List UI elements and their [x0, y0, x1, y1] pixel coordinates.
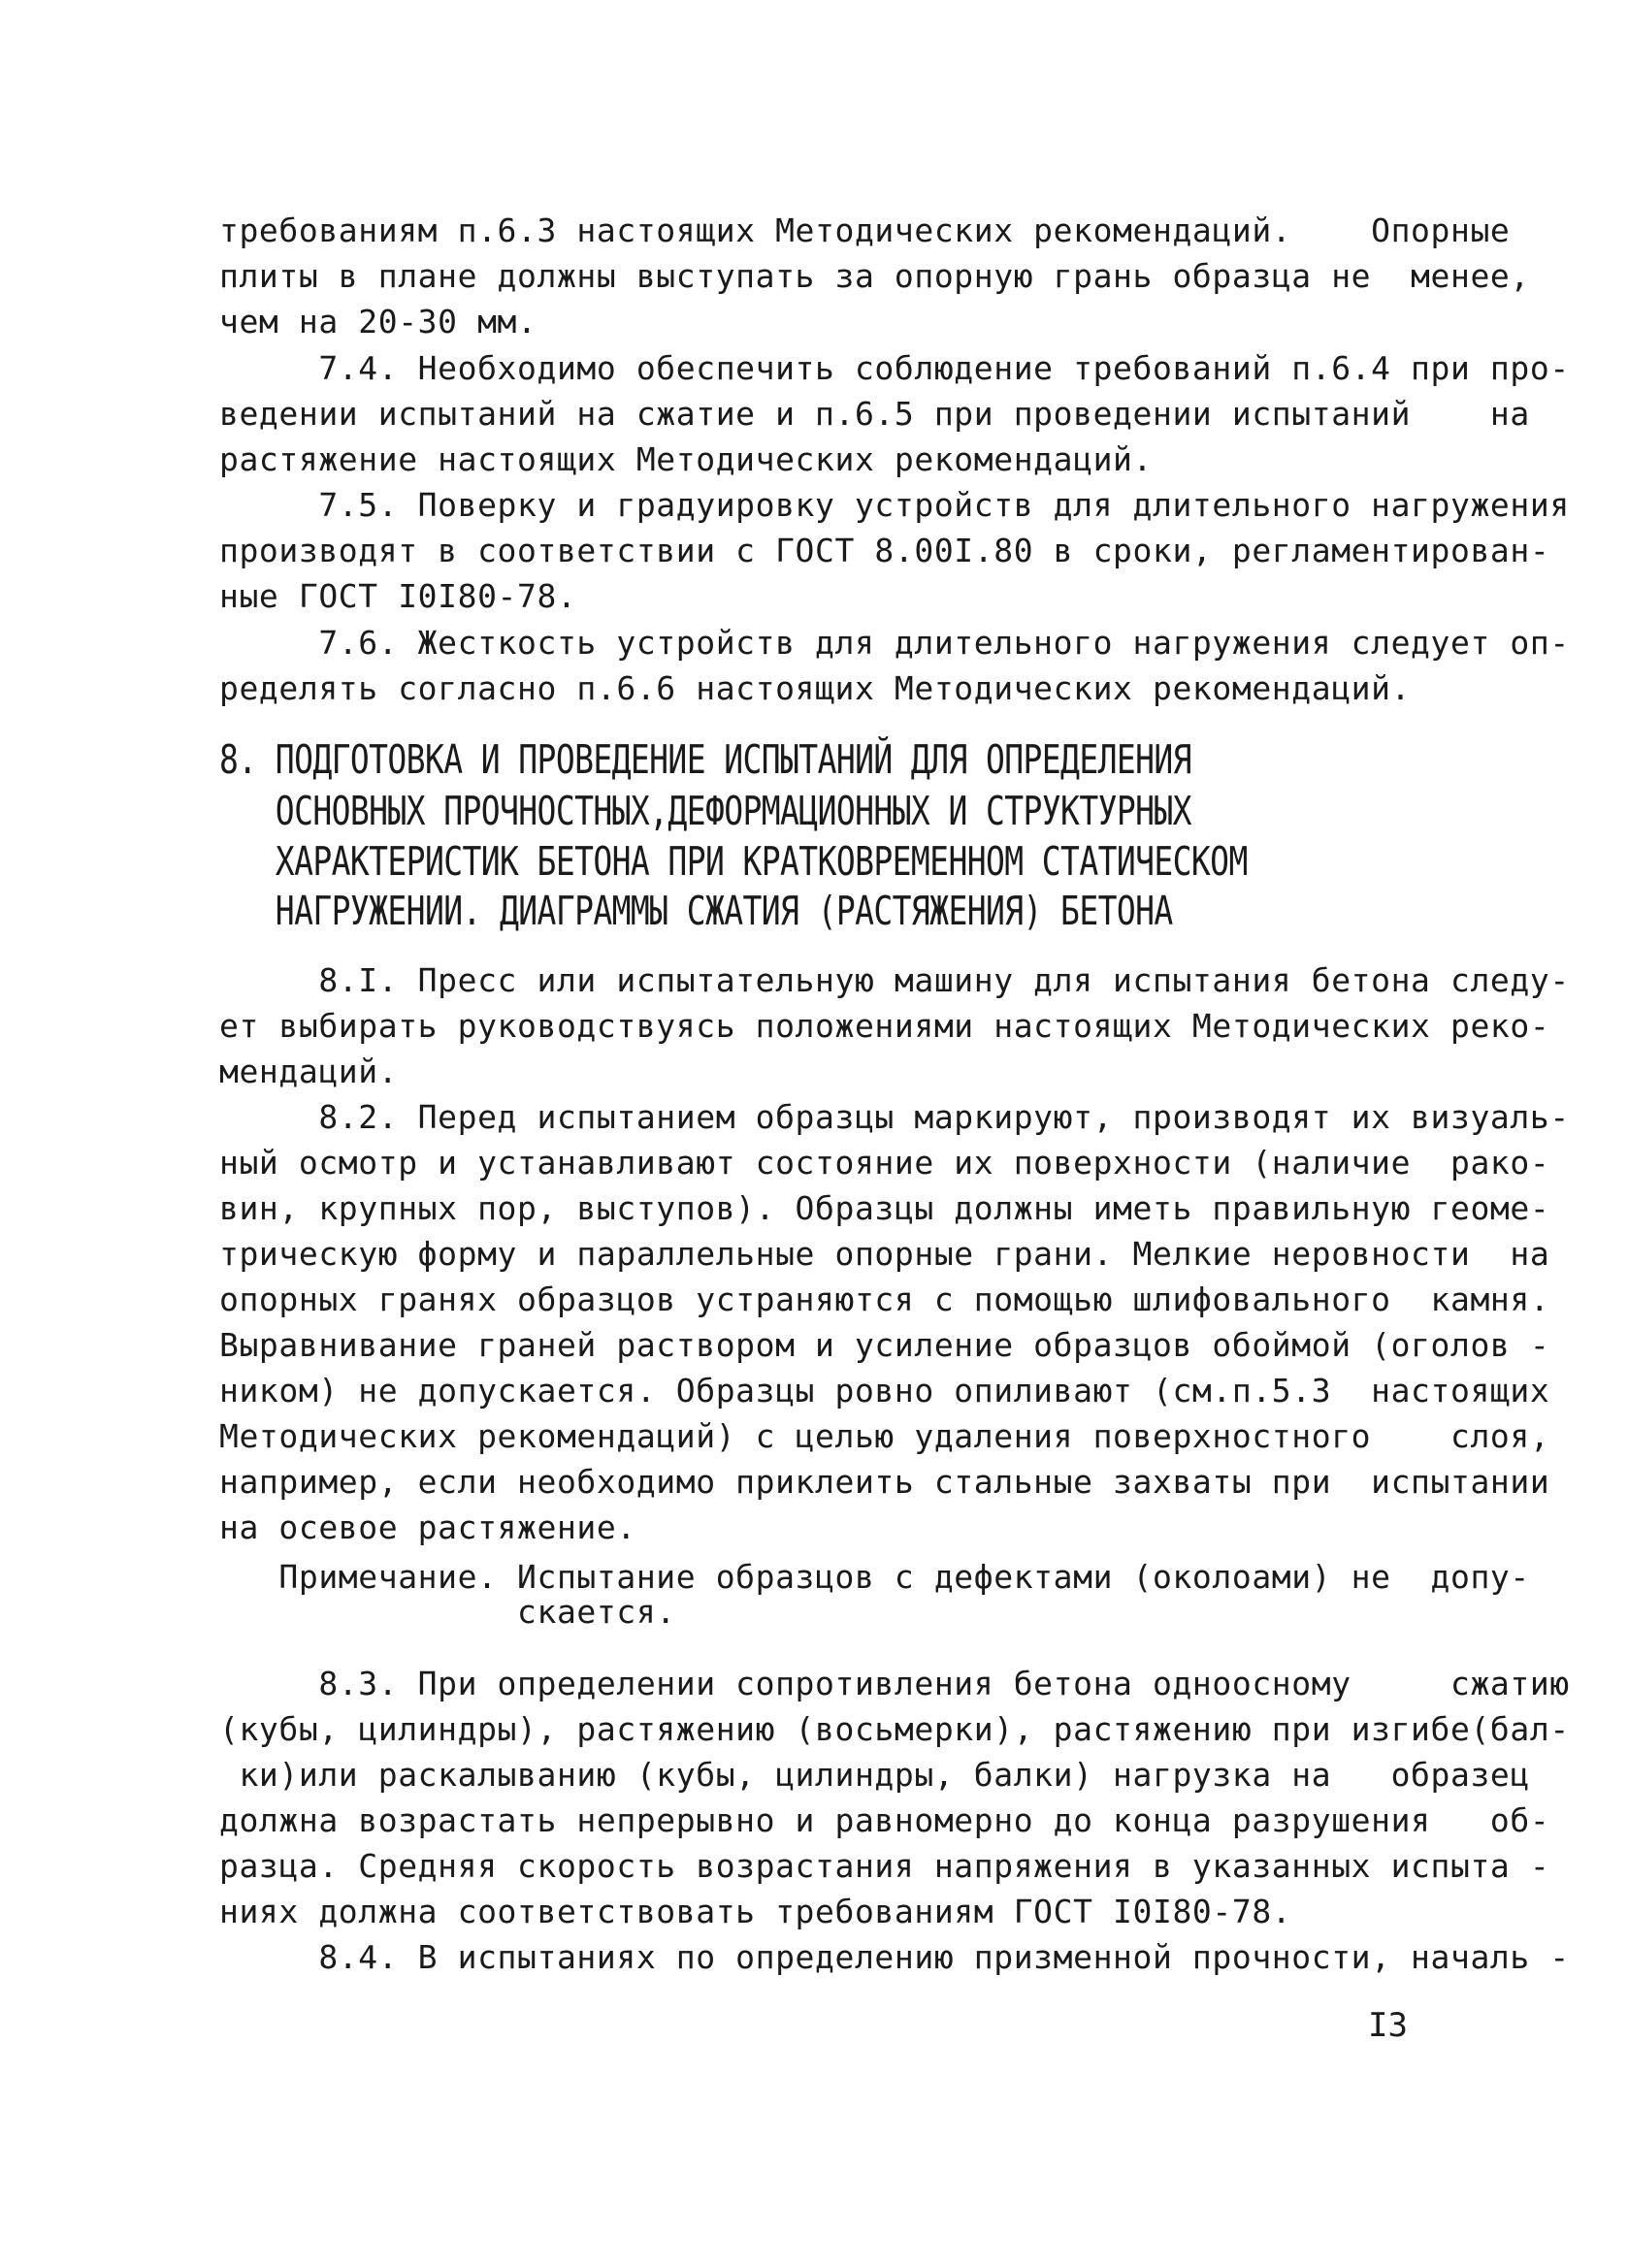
text-line: на осевое растяжение. — [219, 1508, 636, 1546]
text-line: ределять согласно п.6.6 настоящих Методических рекомендаций. — [219, 669, 1412, 707]
text-line: 7.6. Жесткость устройств для длительного нагружения следует оп- — [219, 624, 1570, 662]
text-line: скается. — [219, 1593, 676, 1631]
text-line: ные ГОСТ I0I80-78. — [219, 577, 577, 615]
text-line: плиты в плане должны выступать за опорную грань образца не менее, — [219, 257, 1530, 295]
text-line: например, если необходимо приклеить стальные захваты при испытании — [219, 1463, 1550, 1501]
heading-line: НАГРУЖЕНИИ. ДИАГРАММЫ СЖАТИЯ (РАСТЯЖЕНИЯ) БЕТОНА — [219, 887, 1173, 934]
heading-line: 8. ПОДГОТОВКА И ПРОВЕДЕНИЕ ИСПЫТАНИЙ ДЛЯ ОПРЕДЕЛЕНИЯ — [219, 735, 1191, 783]
text-line: 7.5. Поверку и градуировку устройств для длительного нагружения — [219, 486, 1570, 524]
text-line: трическую форму и параллельные опорные грани. Мелкие неровности на — [219, 1235, 1550, 1273]
text-line: ки)или раскалыванию (кубы, цилиндры, балки) нагрузка на образец — [219, 1756, 1530, 1794]
page-number: I3 — [1368, 2006, 1408, 2045]
text-line: 8.I. Пресс или испытательную машину для испытания бетона следу- — [219, 961, 1570, 999]
text-line: Примечание. Испытание образцов с дефектами (околоами) не допу- — [219, 1558, 1530, 1596]
text-line: 7.4. Необходимо обеспечить соблюдение требований п.6.4 при про- — [219, 349, 1570, 387]
text-line: разца. Средняя скорость возрастания напряжения в указанных испыта - — [219, 1847, 1550, 1885]
text-line: Методических рекомендаций) с целью удаления поверхностного слоя, — [219, 1417, 1550, 1455]
text-line: чем на 20-30 мм. — [219, 303, 537, 340]
heading-line: ХАРАКТЕРИСТИК БЕТОНА ПРИ КРАТКОВРЕМЕННОМ СТАТИЧЕСКОМ — [219, 837, 1248, 885]
text-line: 8.2. Перед испытанием образцы маркируют, производят их визуаль- — [219, 1098, 1570, 1136]
text-line: растяжение настоящих Методических рекомендаций. — [219, 440, 1153, 478]
text-line: вин, крупных пор, выступов). Образцы должны иметь правильную геоме- — [219, 1189, 1550, 1227]
text-line: производят в соответствии с ГОСТ 8.00I.80 в сроки, регламентирован- — [219, 532, 1550, 569]
text-line: Выравнивание граней раствором и усиление образцов обоймой (оголов - — [219, 1326, 1550, 1364]
text-line: 8.4. В испытаниях по определению призменной прочности, началь - — [219, 1938, 1570, 1976]
heading-line: ОСНОВНЫХ ПРОЧНОСТНЫХ,ДЕФОРМАЦИОННЫХ И СТРУКТУРНЫХ — [219, 787, 1191, 834]
text-line: опорных гранях образцов устраняются с помощью шлифовального камня. — [219, 1280, 1550, 1318]
text-line: 8.3. При определении сопротивления бетона одноосному сжатию — [219, 1665, 1570, 1702]
text-line: должна возрастать непрерывно и равномерно до конца разрушения об- — [219, 1801, 1550, 1839]
text-line: ет выбирать руководствуясь положениями настоящих Методических реко- — [219, 1007, 1550, 1045]
text-line: ником) не допускается. Образцы ровно опиливают (см.п.5.3 настоящих — [219, 1372, 1550, 1409]
text-line: ный осмотр и устанавливают состояние их поверхности (наличие рако- — [219, 1144, 1550, 1182]
text-line: требованиям п.6.3 настоящих Методических рекомендаций. Опорные — [219, 211, 1511, 249]
text-line: ниях должна соответствовать требованиям ГОСТ I0I80-78. — [219, 1893, 1292, 1930]
text-line: мендаций. — [219, 1053, 399, 1090]
text-line: (кубы, цилиндры), растяжению (восьмерки), растяжению при изгибе(бал- — [219, 1710, 1570, 1748]
text-line: ведении испытаний на сжатие и п.6.5 при проведении испытаний на — [219, 395, 1530, 433]
